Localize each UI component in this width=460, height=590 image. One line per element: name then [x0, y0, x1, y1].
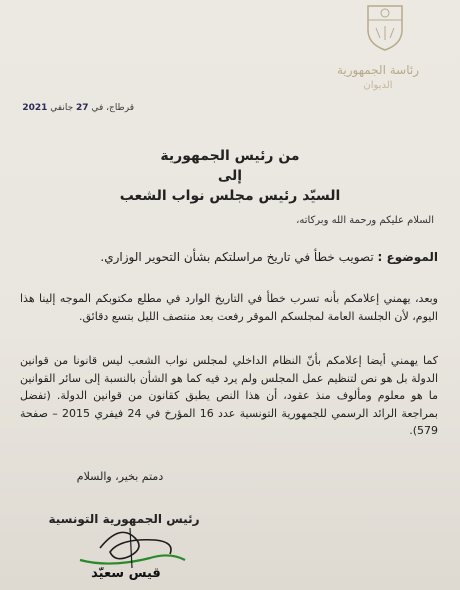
subject-text: تصويب خطأ في تاريخ مراسلتكم بشأن التحوير الوزاري.: [100, 250, 374, 264]
tunisia-emblem-icon: [362, 0, 408, 52]
letterhead: [318, 62, 438, 94]
signature-title: رئيس الجمهورية التونسية: [48, 512, 200, 526]
letterhead-subtitle: الديوان: [363, 80, 393, 91]
date-line: [16, 103, 134, 113]
date-place: قرطاج، في: [91, 103, 134, 113]
to-word: إلى: [217, 168, 243, 184]
body-paragraph-1: وبعد، يهمني إعلامكم بأنه تسرب خطأ في التاريخ الوارد في مطلع مكتوبكم الموجه إلينا هذا اليوم، لأن الجلسة العامة لمجلسكم الموقر رفعت بعد منتصف الليل بتسع دقائق.: [20, 292, 438, 323]
letterhead-title: رئاسة الجمهورية: [336, 63, 420, 77]
closing: دمتم بخير، والسلام: [76, 470, 164, 483]
subject: [18, 248, 438, 266]
recipient-line: السيّد رئيس مجلس نواب الشعب: [119, 188, 341, 204]
date-day: 27: [76, 103, 89, 113]
body-paragraph-2: كما يهمني أيضا إعلامكم بأنّ النظام الداخلي لمجلس نواب الشعب ليس قانونا من قوانين الدولة بل هو نص لتنظيم عمل المجلس ولم يرد فيه كما هو الشأن بالنسبة إلى سائر القوانين ما هو معلوم ومألوف منذ عقود، أن هذا النص يطبق كقانون من قوانين الدولة. (تفضل بمراجعة الرائد الرسمي للجمهورية التونسية عدد 16 المؤرخ في 24 فيفري 2015 – صفحة 579).: [20, 354, 438, 437]
date-month: جانفي: [50, 103, 74, 113]
signature-name: قيس سعيّد: [91, 566, 161, 581]
sender-line: من رئيس الجمهورية: [160, 148, 300, 164]
date-year: 2021: [22, 103, 48, 113]
greeting: السلام عليكم ورحمة الله وبركاته،: [296, 215, 434, 226]
subject-label: الموضوع :: [377, 250, 438, 264]
